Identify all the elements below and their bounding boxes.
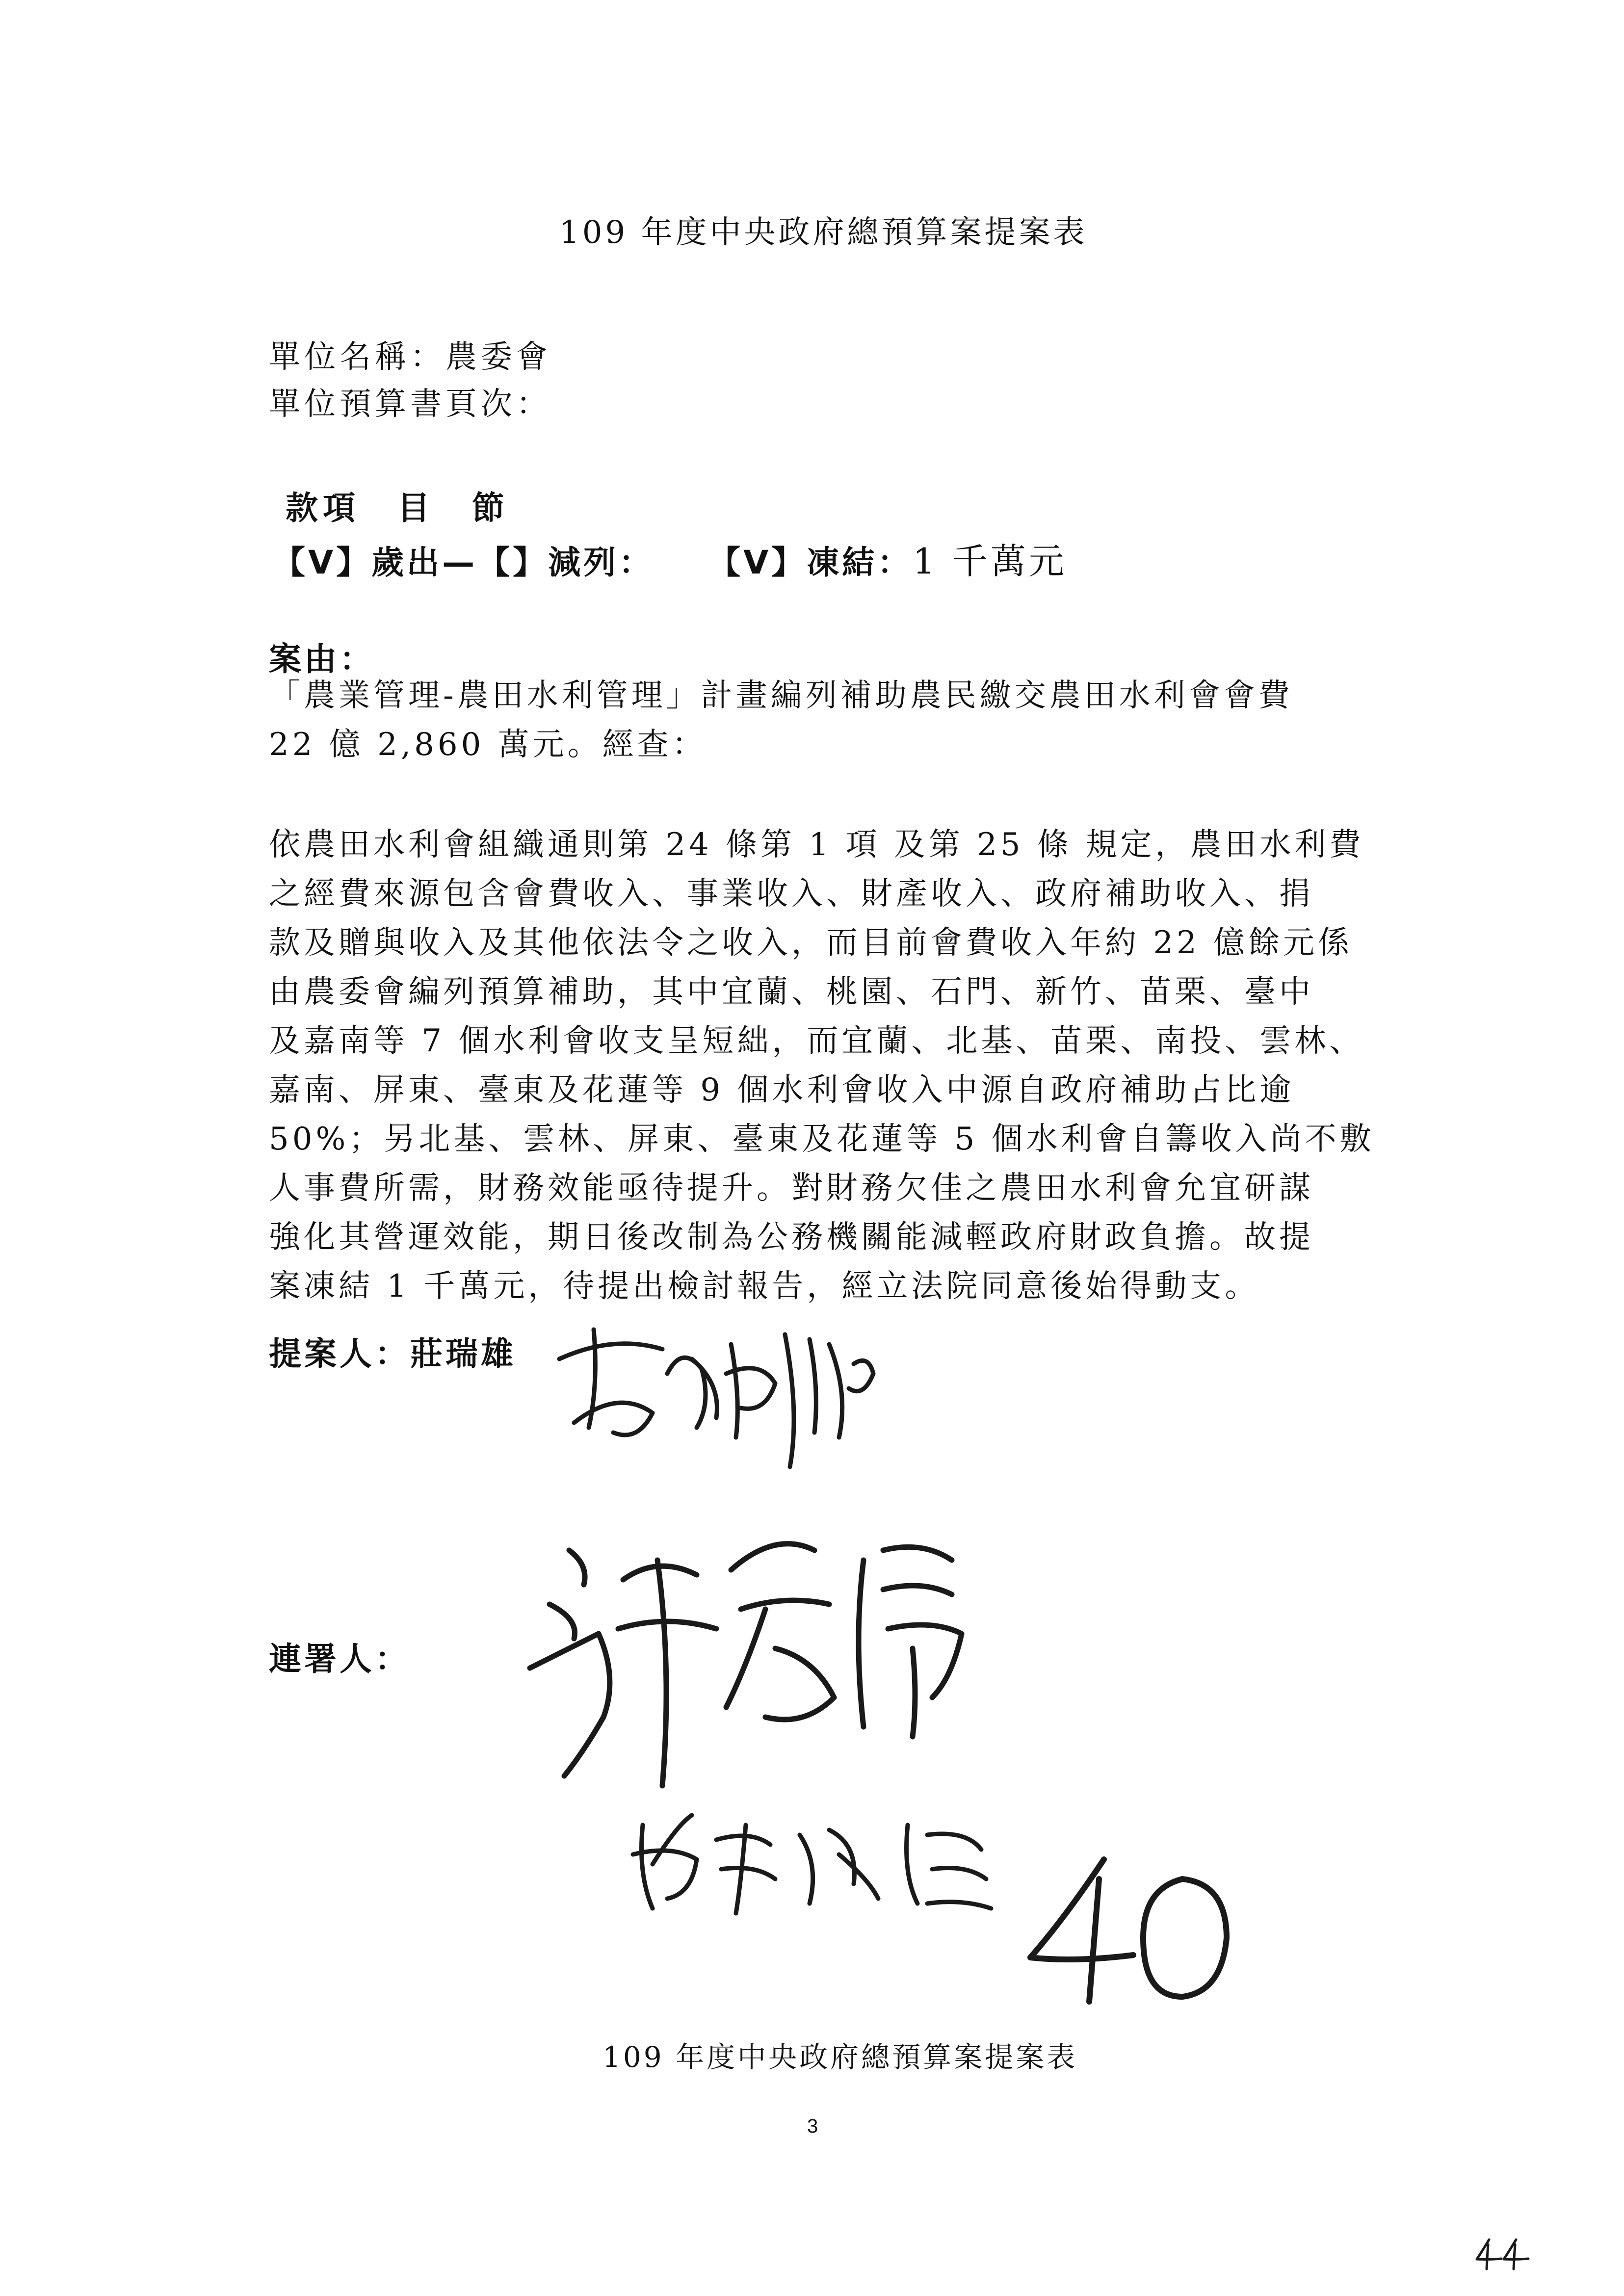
detail-line: 50%；另北基、雲林、屏東、臺東及花蓮等 5 個水利會自籌收入尚不敷 — [269, 1121, 1375, 1157]
page-number: 3 — [807, 2115, 818, 2137]
detail-line: 由農委會編列預算補助，其中宜蘭、桃園、石門、新竹、苗栗、臺中 — [269, 974, 1314, 1010]
detail-line: 強化其營運效能，期日後改制為公務機關能減輕政府財政負擔。故提 — [269, 1219, 1314, 1255]
expenditure-reduction: 【V】歲出—【】減列： — [273, 544, 655, 581]
document-title: 109 年度中央政府總預算案提案表 — [559, 214, 1088, 251]
detail-paragraph — [269, 820, 1427, 1311]
corner-number — [1474, 2237, 1533, 2273]
cosigner-signature-2 — [623, 1796, 996, 1923]
detail-line: 依農田水利會組織通則第 24 條第 1 項 及第 25 條 規定，農田水利費 — [269, 827, 1364, 863]
reason-paragraph — [269, 671, 1427, 769]
footer-title: 109 年度中央政府總預算案提案表 — [602, 2040, 1078, 2074]
detail-line: 款及贈與收入及其他依法令之收入，而目前會費收入年約 22 億餘元係 — [269, 925, 1353, 961]
cosigner-label: 連署人： — [269, 1640, 410, 1678]
detail-line: 案凍結 1 千萬元，待提出檢討報告，經立法院同意後始得動支。 — [269, 1268, 1260, 1305]
freeze-amount: 1 千萬元 — [913, 541, 1067, 582]
unit-name: 單位名稱：農委會 — [269, 339, 551, 375]
detail-line: 人事費所需，財務效能亟待提升。對財務欠佳之農田水利會允宜研謀 — [269, 1170, 1314, 1206]
unit-budget-page: 單位預算書頁次： — [269, 386, 551, 422]
cosigner-signature-1 — [510, 1521, 991, 1796]
detail-line: 嘉南、屏東、臺東及花蓮等 9 個水利會收入中源自政府補助占比逾 — [269, 1072, 1295, 1108]
handwritten-number — [1021, 1850, 1236, 2013]
reason-label: 案由： — [269, 640, 375, 678]
detail-line: 及嘉南等 7 個水利會收支呈短絀，而宜蘭、北基、苗栗、南投、雲林、 — [269, 1023, 1364, 1059]
reason-line: 「農業管理-農田水利管理」計畫編列補助農民繳交農田水利會會費 — [269, 678, 1293, 714]
category-line — [273, 533, 1067, 584]
detail-line: 之經費來源包含會費收入、事業收入、財產收入、政府補助收入、捐 — [269, 876, 1314, 912]
section-header: 款項 目 節 — [286, 489, 509, 527]
reason-line: 22 億 2,860 萬元。經查： — [269, 727, 707, 763]
proposer-label: 提案人：莊瑞雄 — [269, 1335, 516, 1373]
proposer-signature — [554, 1315, 908, 1482]
freeze-label: 【V】凍結： — [708, 544, 913, 581]
